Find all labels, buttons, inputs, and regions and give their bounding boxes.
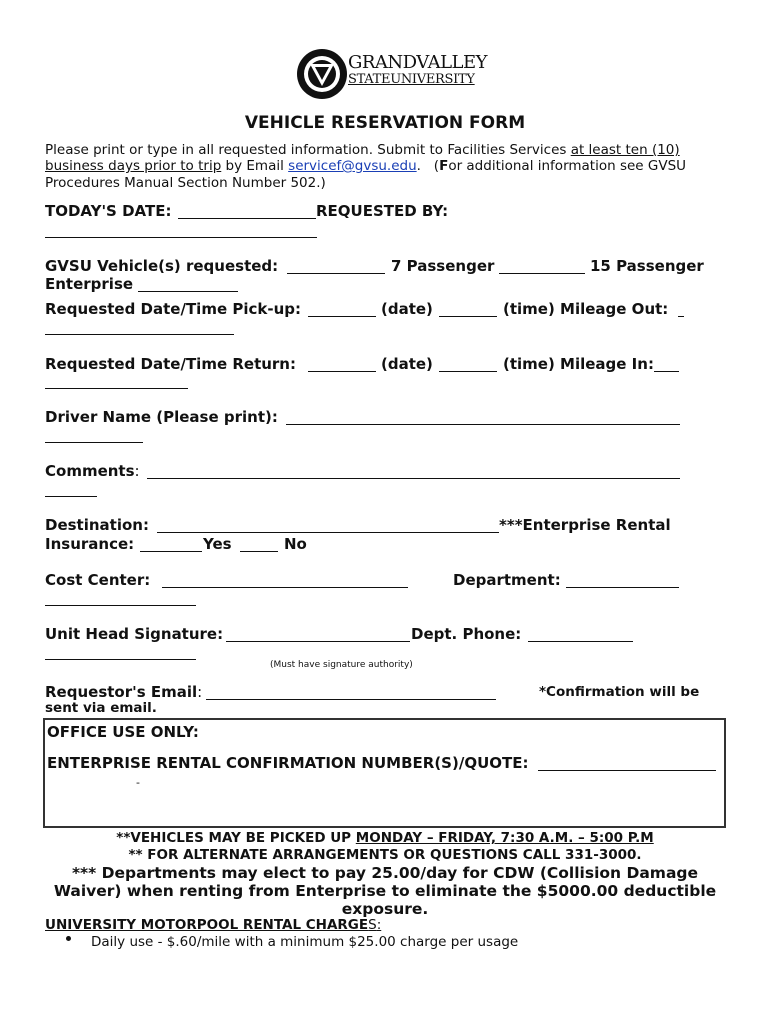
gvsu-emblem-icon	[296, 46, 348, 102]
vehicles-label: GVSU Vehicle(s) requested:	[45, 257, 279, 275]
comments-label-text: Comments	[45, 462, 135, 480]
dept-phone-field-a[interactable]	[528, 641, 633, 642]
intro-text-1: Please print or type in all requested information. Submit to Facilities Services	[45, 142, 571, 158]
department-field-a[interactable]	[566, 587, 679, 588]
requestor-email-field[interactable]	[206, 699, 496, 700]
requested-by-field[interactable]	[45, 237, 317, 238]
dept-phone-field-b[interactable]	[45, 659, 196, 660]
mileage-in-field-a[interactable]	[654, 371, 679, 372]
return-date-label: (date)	[381, 355, 433, 373]
cdw-note-line-1: *** Departments may elect to pay 25.00/day for CDW (Collision Damage	[71, 864, 699, 882]
bullet-icon	[66, 936, 71, 941]
cdw-note-line-2: Waiver) when renting from Enterprise to eliminate the $5000.00 deductible	[53, 882, 717, 900]
unit-head-label: Unit Head Signature:	[45, 625, 224, 643]
confirmation-number-label: ENTERPRISE RENTAL CONFIRMATION NUMBER(S)/QUOTE:	[47, 754, 529, 772]
fifteen-passenger-label: 15 Passenger	[590, 257, 704, 275]
todays-date-field[interactable]	[178, 218, 316, 219]
driver-field-b[interactable]	[45, 442, 143, 443]
pickup-hours-note	[0, 830, 770, 846]
intro-deadline-2: business days prior to trip	[45, 158, 222, 174]
enterprise-label: Enterprise	[45, 275, 134, 293]
intro-text-2: by Email	[221, 158, 289, 174]
cost-center-field[interactable]	[162, 587, 408, 588]
logo-line2: STATEUNIVERSITY	[348, 72, 475, 87]
confirmation-number-field[interactable]	[538, 770, 716, 771]
motorpool-heading-text: UNIVERSITY MOTORPOOL RENTAL CHARGE	[45, 917, 369, 933]
mileage-out-field-b[interactable]	[45, 334, 234, 335]
destination-field[interactable]	[157, 532, 499, 533]
insurance-yes-label: Yes	[203, 535, 232, 553]
driver-label: Driver Name (Please print):	[45, 408, 278, 426]
dept-phone-label: Dept. Phone:	[411, 625, 522, 643]
intro-line-2	[45, 158, 686, 174]
cdw-note-line-3: exposure.	[341, 900, 429, 918]
pickup-date-field[interactable]	[308, 316, 376, 317]
insurance-label: Insurance:	[45, 535, 135, 553]
return-date-field[interactable]	[308, 371, 376, 372]
intro-line-1	[45, 142, 680, 158]
mileage-out-label: (time) Mileage Out:	[503, 300, 669, 318]
comments-field-a[interactable]	[147, 478, 680, 479]
pickup-hours-time: MONDAY – FRIDAY, 7:30 A.M. – 5:00 P.M	[355, 830, 654, 846]
seven-passenger-field[interactable]	[287, 273, 385, 274]
office-use-heading: OFFICE USE ONLY:	[47, 723, 199, 741]
driver-field-a[interactable]	[286, 424, 680, 425]
mileage-in-field-b[interactable]	[45, 388, 188, 389]
alternate-arrangements-note: ** FOR ALTERNATE ARRANGEMENTS OR QUESTIONS CALL 331-3000.	[128, 847, 642, 863]
email-link[interactable]: servicef@gvsu.edu	[288, 158, 417, 174]
return-time-field[interactable]	[439, 371, 497, 372]
cost-center-label: Cost Center:	[45, 571, 151, 589]
requestor-email-colon: :	[197, 683, 203, 701]
pickup-date-label: (date)	[381, 300, 433, 318]
page-title: VEHICLE RESERVATION FORM	[244, 113, 526, 133]
insurance-no-label: No	[284, 535, 307, 553]
requestor-email-text: Requestor's Email	[45, 683, 198, 701]
pickup-hours-prefix: **VEHICLES MAY BE PICKED UP	[116, 830, 356, 846]
pickup-time-field[interactable]	[439, 316, 497, 317]
intro-text-4: or additional information see GVSU	[448, 158, 687, 174]
confirmation-note: *Confirmation will be	[539, 684, 700, 700]
department-label: Department:	[453, 571, 561, 589]
intro-bold-f: F	[439, 158, 449, 174]
intro-text-3: . (	[416, 158, 440, 174]
office-dash: -	[136, 776, 140, 789]
enterprise-field[interactable]	[138, 291, 238, 292]
comments-field-b[interactable]	[45, 496, 97, 497]
gvsu-logo	[296, 46, 488, 102]
motorpool-heading-colon: :	[376, 917, 382, 933]
mileage-out-field-a[interactable]	[678, 316, 684, 317]
daily-use-rate: Daily use - $.60/mile with a minimum $25.00 charge per usage	[91, 934, 519, 950]
department-field-b[interactable]	[45, 605, 196, 606]
seven-passenger-label: 7 Passenger	[391, 257, 495, 275]
logo-line1: GRANDVALLEY	[348, 52, 488, 73]
destination-label: Destination:	[45, 516, 149, 534]
fifteen-passenger-field[interactable]	[499, 273, 585, 274]
intro-line-3: Procedures Manual Section Number 502.)	[45, 175, 326, 191]
requested-by-label: REQUESTED BY:	[316, 202, 449, 220]
motorpool-heading	[45, 917, 381, 933]
enterprise-rental-label: ***Enterprise Rental	[499, 516, 671, 534]
return-label: Requested Date/Time Return:	[45, 355, 296, 373]
insurance-yes-field[interactable]	[140, 551, 202, 552]
comments-colon: :	[134, 462, 140, 480]
todays-date-label: TODAY'S DATE:	[45, 202, 172, 220]
pickup-label: Requested Date/Time Pick-up:	[45, 300, 301, 318]
intro-deadline-1: at least ten (10)	[570, 142, 680, 158]
motorpool-heading-s: S	[368, 917, 377, 933]
signature-authority-note: (Must have signature authority)	[270, 660, 413, 670]
requestor-email-label	[45, 683, 202, 701]
sent-via-email-note: sent via email.	[45, 700, 157, 716]
comments-label	[45, 462, 140, 480]
unit-head-field[interactable]	[226, 641, 410, 642]
insurance-no-field[interactable]	[240, 551, 278, 552]
mileage-in-label: (time) Mileage In:	[503, 355, 654, 373]
